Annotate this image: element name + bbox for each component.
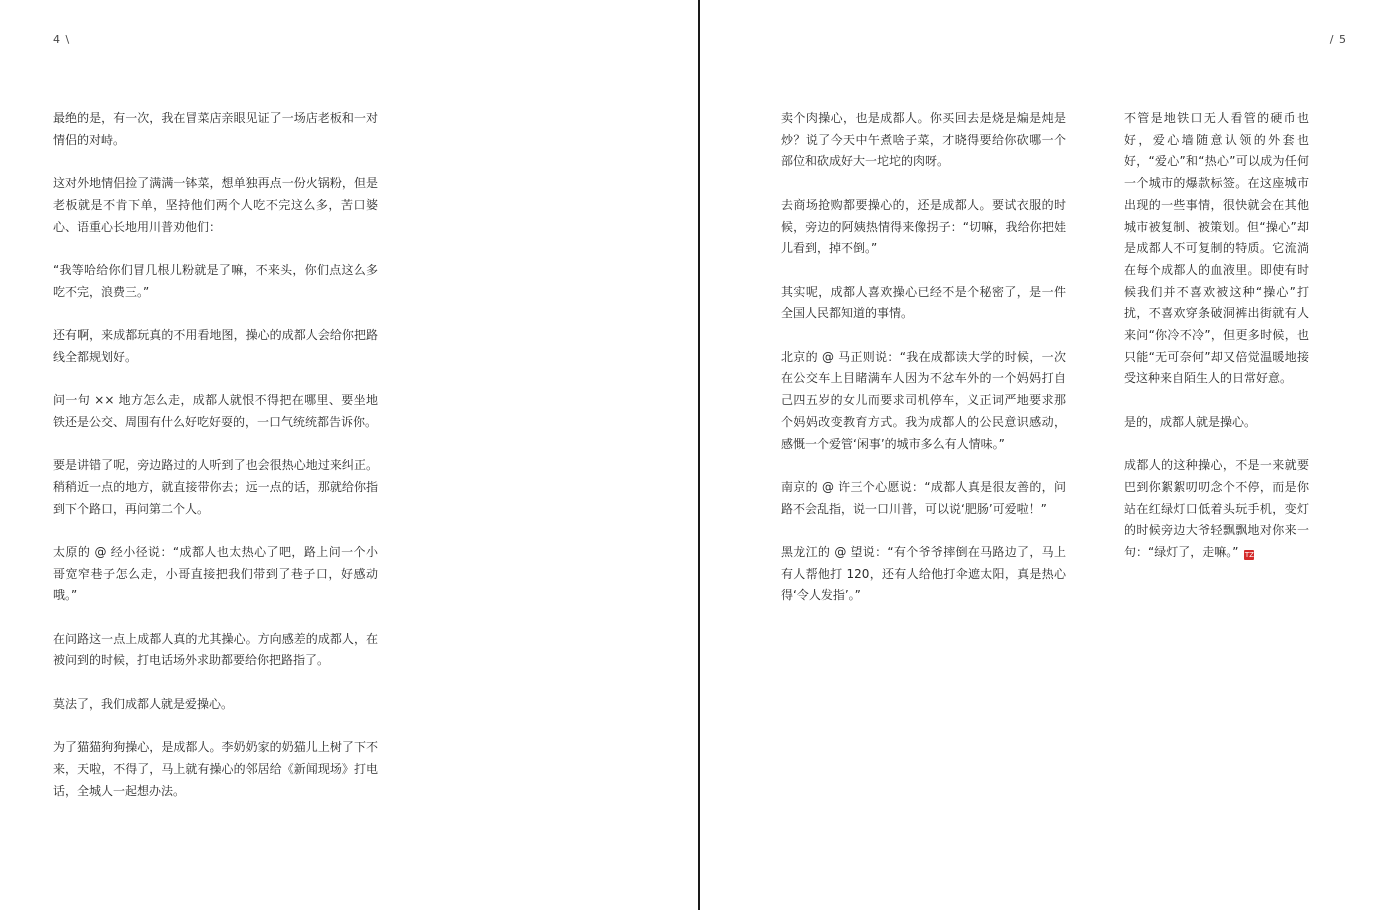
paragraph: 是的，成都人就是操心。 [1124,414,1257,429]
paragraph: 太原的 @ 经小径说：“成都人也太热心了吧，路上问一个小哥宽窄巷子怎么走，小哥直接把我们带到了巷子口，好感动哦。” [53,544,378,603]
paragraph: 最绝的是，有一次，我在冒菜店亲眼见证了一场店老板和一对情侣的对峙。 [53,111,378,147]
paragraph: 在问路这一点上成都人真的尤其操心。方向感差的成都人，在被问到的时候，打电话场外求助都要给你把路指了。 [53,631,378,668]
page-number-left: 4 \ [53,33,71,46]
paragraph: 这对外地情侣捡了满满一钵菜，想单独再点一份火锅粉，但是老板就是不肯下单，坚持他们两个人吃不完这么多，苦口婆心、语重心长地用川普劝他们： [53,176,378,234]
page-number-right: / 5 [1329,33,1347,46]
paragraph: 卖个肉操心，也是成都人。你买回去是烧是煸是炖是炒？说了今天中午煮啥子菜，才晓得要给你砍哪一个部位和砍成好大一坨坨的肉呀。 [781,111,1066,169]
right-page [700,0,1397,910]
paragraph: 莫法了，我们成都人就是爱操心。 [53,696,234,711]
paragraph: 问一句 ×× 地方怎么走，成都人就恨不得把在哪里、要坐地铁还是公交、周围有什么好吃好耍的，一口气统统都告诉你。 [53,393,378,429]
paragraph-text: 成都人的这种操心，不是一来就要巴到你絮絮叨叨念个不停，而是你站在红绿灯口低着头玩手机，变灯的时候旁边大爷轻飘飘地对你来一句：“绿灯了，走嘛。” [1124,458,1309,560]
left-page-column [53,108,378,824]
paragraph: 北京的 @ 马正则说：“我在成都读大学的时候，一次在公交车上目睹满车人因为不忿车外的一个妈妈打自己四五岁的女儿而要求司机停车，义正词严地要求那个妈妈改变教育方式。我为成都人的公民意识感动，感慨一个爱管‘闲事’的城市多么有人情味。” [781,349,1066,451]
paragraph: 黑龙江的 @ 望说：“有个爷爷摔倒在马路边了，马上有人帮他打 120，还有人给他打伞遮太阳，真是热心得‘令人发指’。” [781,544,1066,603]
paragraph: 去商场抢购都要操心的，还是成都人。要试衣服的时候，旁边的阿姨热情得来像拐子：“切嘛，我给你把娃儿看到，掉不倒。” [781,197,1066,256]
paragraph: 为了猫猫狗狗操心，是成都人。李奶奶家的奶猫儿上树了下不来，天啦，不得了，马上就有操心的邻居给《新闻现场》打电话，全城人一起想办法。 [53,740,378,798]
paragraph: 南京的 @ 许三个心愿说：“成都人真是很友善的，问路不会乱指，说一口川普，可以说‘肥肠’可爱啦！” [781,479,1066,516]
end-of-article-icon: TZ [1244,551,1254,560]
paragraph: 要是讲错了呢，旁边路过的人听到了也会很热心地过来纠正。稍稍近一点的地方，就直接带你去；远一点的话，那就给你指到下个路口，再问第二个人。 [53,458,378,516]
paragraph: “我等哈给你们冒几根儿粉就是了嘛，不来头，你们点这么多吃不完，浪费三。” [53,262,378,299]
last-paragraph [1124,455,1309,564]
right-page-column-2 [1124,108,1309,585]
right-page-column-1 [781,108,1066,629]
left-page [0,0,698,910]
paragraph: 不管是地铁口无人看管的硬币也好，爱心墙随意认领的外套也好，“爱心”和“热心”可以成为任何一个城市的爆款标签。在这座城市出现的一些事情，很快就会在其他城市被复制、被策划。但“操心”却是成都人不可复制的特质。它流淌在每个成都人的血液里。即使有时候我们并不喜欢被这种“操心”打扰，不喜欢穿条破洞裤出街就有人来问“你冷不冷”，但更多时候，也只能“无可奈何”却又倍觉温暖地接受这种来自陌生人的日常好意。 [1124,111,1309,386]
paragraph: 其实呢，成都人喜欢操心已经不是个秘密了，是一件全国人民都知道的事情。 [781,284,1066,321]
paragraph: 还有啊，来成都玩真的不用看地图，操心的成都人会给你把路线全都规划好。 [53,327,378,364]
